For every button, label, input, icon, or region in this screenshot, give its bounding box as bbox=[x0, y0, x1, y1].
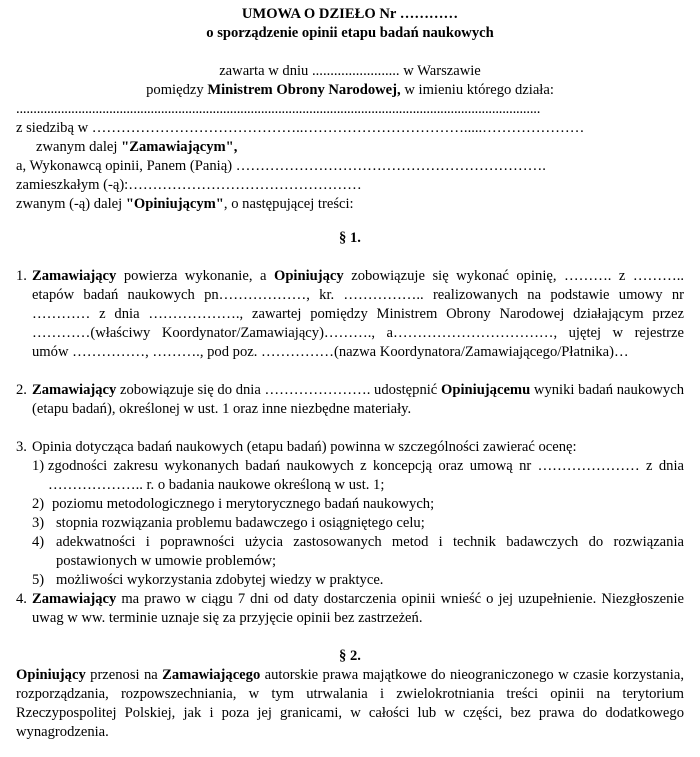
list-item: 3) stopnia rozwiązania problemu badawczego i osiągniętego celu; bbox=[32, 515, 425, 531]
intro-client-alias: zwanym dalej "Zamawiającym", bbox=[36, 139, 238, 155]
paragraph-number: 1. bbox=[16, 268, 27, 284]
contract-subtitle: o sporządzenie opinii etapu badań naukowych bbox=[206, 25, 494, 41]
intro-date-place: zawarta w dniu ........................ w Warszawie bbox=[219, 63, 481, 79]
intro-contractor-line: a, Wykonawcą opinii, Panem (Panią) ………………………………………………………. bbox=[16, 158, 546, 174]
intro-parties: pomiędzy Ministrem Obrony Narodowej, w imieniu którego działa: bbox=[146, 82, 554, 98]
intro-contractor-alias: zwanym (-ą) dalej "Opiniującym", o następującej treści: bbox=[16, 196, 354, 212]
list-item: 1) zgodności zakresu wykonanych badań naukowych z koncepcją oraz umową nr ………………… z dnia ……………….. r. o badania naukowe określoną w ust. 1; bbox=[32, 458, 684, 493]
section-2-heading: § 2. bbox=[339, 648, 361, 664]
paragraph-1: 1. Zamawiający powierza wykonanie, a Opiniujący zobowiązuje się wykonać opinię, ………. z ……….. etapów badań naukowych pn………………, kr. …………….. realizowanych na podstawie umowy nr ………… z dnia ………………., zawartej pomiędzy Ministrem Obrony Narodowej działającym przez …………(właściwy Koordynator/Zamawiający)………., a……………………………, ujętej w rejestrze umów ……………, ………., pod poz. ……………(nazwa Koordynatora/Zamawiającego/Płatnika)… bbox=[16, 268, 684, 360]
paragraph-number: 3. bbox=[16, 439, 27, 455]
party-ministry: Ministrem Obrony Narodowej, bbox=[207, 82, 401, 98]
paragraph-number: 2. bbox=[16, 382, 27, 398]
paragraph-4: 4. Zamawiający ma prawo w ciągu 7 dni od daty dostarczenia opinii wnieść o jej uzupełnienie. Niezgłoszenie uwag w ww. terminie uznaje się za przyjęcie opinii bez zastrzeżeń. bbox=[16, 591, 684, 626]
paragraph-2: 2. Zamawiający zobowiązuje się do dnia …………………. udostępnić Opiniującemu wyniki badań naukowych (etapu badań), określonej w ust. 1 oraz inne niezbędne materiały. bbox=[16, 382, 684, 417]
list-item: 5) możliwości wykorzystania zdobytej wiedzy w praktyce. bbox=[32, 572, 384, 588]
intro-residence-line: zamieszkałym (-ą):………………………………………… bbox=[16, 177, 362, 193]
list-item: 4) adekwatności i poprawności użycia zastosowanych metod i technik badawczych do rozwiązania postawionych w umowie problemów; bbox=[32, 534, 684, 569]
intro-seat-line: z siedzibą w ……………………………………..…………………………….....………………… bbox=[16, 120, 585, 136]
paragraph-3: 3. Opinia dotycząca badań naukowych (etapu badań) powinna w szczególności zawierać ocenę: bbox=[16, 439, 577, 455]
section-1-heading: § 1. bbox=[339, 230, 361, 246]
contract-title: UMOWA O DZIEŁO Nr ………… bbox=[241, 6, 459, 22]
assessment-criteria-list bbox=[16, 457, 684, 590]
list-item: 2) poziomu metodologicznego i merytorycznego badań naukowych; bbox=[32, 496, 435, 512]
intro-representative-line: ........................................................................................................................................................ bbox=[16, 101, 541, 117]
section-2-text: Opiniujący przenosi na Zamawiającego autorskie prawa majątkowe do nieograniczonego w czasie korzystania, rozporządzania, rozpowszechniania, w tym utrwalania i zwielokrotniania treści opinii na terytorium Rzeczypospolitej Polskiej, jak i poza jej granicami, w całości lub w części, bez prawa do dodatkowego wynagrodzenia. bbox=[16, 667, 684, 740]
paragraph-number: 4. bbox=[16, 591, 27, 607]
